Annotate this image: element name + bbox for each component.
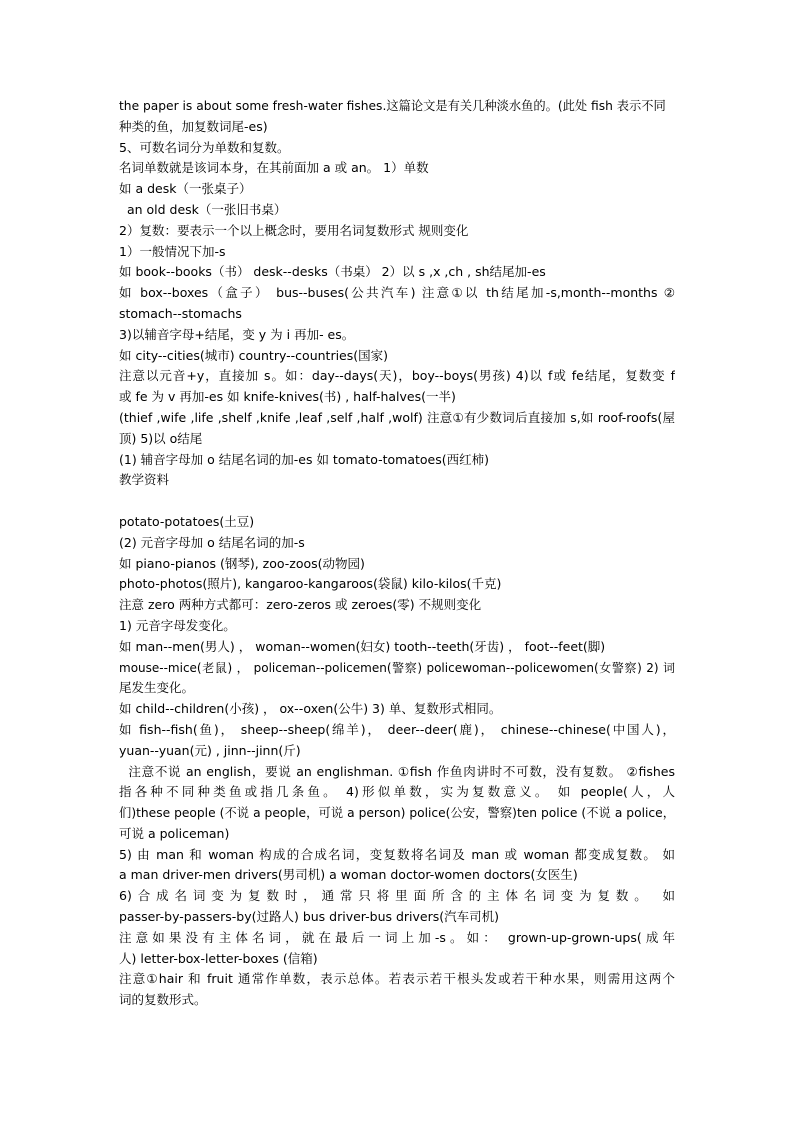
text-block-2 [119, 512, 675, 1011]
text-line: stomach--stomachs [119, 305, 242, 321]
text-line: photo-photos(照片), kangaroo-kangaroos(袋鼠) kilo-kilos(千克) [119, 576, 502, 592]
text-line: (2) 元音字母加 o 结尾名词的加-s [119, 534, 305, 550]
text-line: 指各种不同种类鱼或指几条鱼。 4)形似单数，实为复数意义。 如 people(人，人 [119, 784, 675, 800]
text-line: an old desk（一张旧书桌） [119, 201, 287, 217]
text-line: 如 box--boxes（盒子） bus--buses(公共汽车) 注意①以 th结尾加-s,month--months ② [119, 285, 675, 301]
text-line: 词的复数形式。 [119, 992, 207, 1008]
text-line: 1) 元音字母发变化。 [119, 617, 236, 633]
text-line: (1) 辅音字母加 o 结尾名词的加-es 如 tomato-tomatoes(西红柿) [119, 451, 490, 467]
text-line: 尾发生变化。 [119, 680, 195, 696]
text-line: 如 a desk（一张桌子） [119, 181, 252, 197]
text-line: (thief ,wife ,life ,shelf ,knife ,leaf ,self ,half ,wolf) 注意①有少数词后直接加 s,如 roof-roofs(屋 [119, 409, 675, 425]
text-line: 注意 zero 两种方式都可：zero-zeros 或 zeroes(零) 不规则变化 [119, 597, 482, 613]
text-line: 可说 a policeman) [119, 825, 230, 841]
text-line: 2）复数：要表示一个以上概念时，要用名词复数形式 规则变化 [119, 222, 469, 238]
text-line: yuan--yuan(元) , jinn--jinn(斤) [119, 742, 301, 758]
text-line: 名词单数就是该词本身，在其前面加 a 或 an。 1）单数 [119, 160, 429, 176]
text-line: 注意以元音+y，直接加 s。如：day--days(天)，boy--boys(男孩) 4)以 f或 fe结尾，复数变 f [119, 368, 675, 384]
text-line: 注意不说 an english，要说 an englishman. ①fish 作鱼肉讲时不可数，没有复数。 ②fishes [119, 763, 675, 779]
text-line: 如 book--books（书） desk--desks（书桌） 2）以 s ,x ,ch , sh结尾加-es [119, 264, 546, 280]
text-line: 顶) 5)以 o结尾 [119, 430, 203, 446]
text-line: 5) 由 man 和 woman 构成的合成名词，变复数将名词及 man 或 woman 都变成复数。 如 [119, 846, 675, 862]
document-page [119, 96, 675, 1011]
text-line: 注意如果没有主体名词，就在最后一词上加-s。如： grown-up-grown-ups(成年 [119, 929, 675, 945]
text-line: 如 piano-pianos (钢琴), zoo-zoos(动物园) [119, 555, 365, 571]
text-line: 3)以辅音字母+结尾，变 y 为 i 再加- es。 [119, 326, 355, 342]
text-line: 如 child--children(小孩) ， ox--oxen(公牛) 3) 单、复数形式相同。 [119, 701, 502, 717]
text-line: a man driver-men drivers(男司机) a woman doctor-women doctors(女医生) [119, 867, 578, 883]
text-line: 或 fe 为 v 再加-es 如 knife-knives(书) , half-halves(一半) [119, 389, 456, 405]
text-line: passer-by-passers-by(过路人) bus driver-bus drivers(汽车司机) [119, 909, 500, 925]
text-line: 注意①hair 和 fruit 通常作单数，表示总体。若表示若干根头发或若干种水果，则需用这两个 [119, 971, 675, 987]
text-line: 人) letter-box-letter-boxes (信箱) [119, 950, 318, 966]
text-line: 如 fish--fish(鱼)， sheep--sheep(绵羊)， deer--deer(鹿)， chinese--chinese(中国人)， [119, 721, 675, 737]
text-block-1 [119, 96, 675, 491]
text-line: 种类的鱼，加复数词尾-es) [119, 118, 268, 134]
page-break-gap [119, 491, 675, 512]
text-line: the paper is about some fresh-water fishes.这篇论文是有关几种淡水鱼的。(此处 fish 表示不同 [119, 99, 666, 113]
text-line: mouse--mice(老鼠) ， policeman--policemen(警察) policewoman--policewomen(女警察) 2) 词 [119, 660, 675, 675]
text-line: 6)合成名词变为复数时，通常只将里面所含的主体名词变为复数。 如 [119, 888, 675, 904]
text-line: 1）一般情况下加-s [119, 243, 226, 259]
text-line: potato-potatoes(土豆) [119, 513, 255, 529]
text-line: 如 man--men(男人) ， woman--women(妇女) tooth--teeth(牙齿) ， foot--feet(脚) [119, 638, 606, 654]
text-line: 如 city--cities(城市) country--countries(国家) [119, 347, 389, 363]
text-line: 5、可数名词分为单数和复数。 [119, 139, 290, 155]
footer-label: 教学资料 [119, 472, 170, 488]
text-line: 们)these people (不说 a people，可说 a person) police(公安，警察)ten police (不说 a police， [119, 806, 675, 821]
